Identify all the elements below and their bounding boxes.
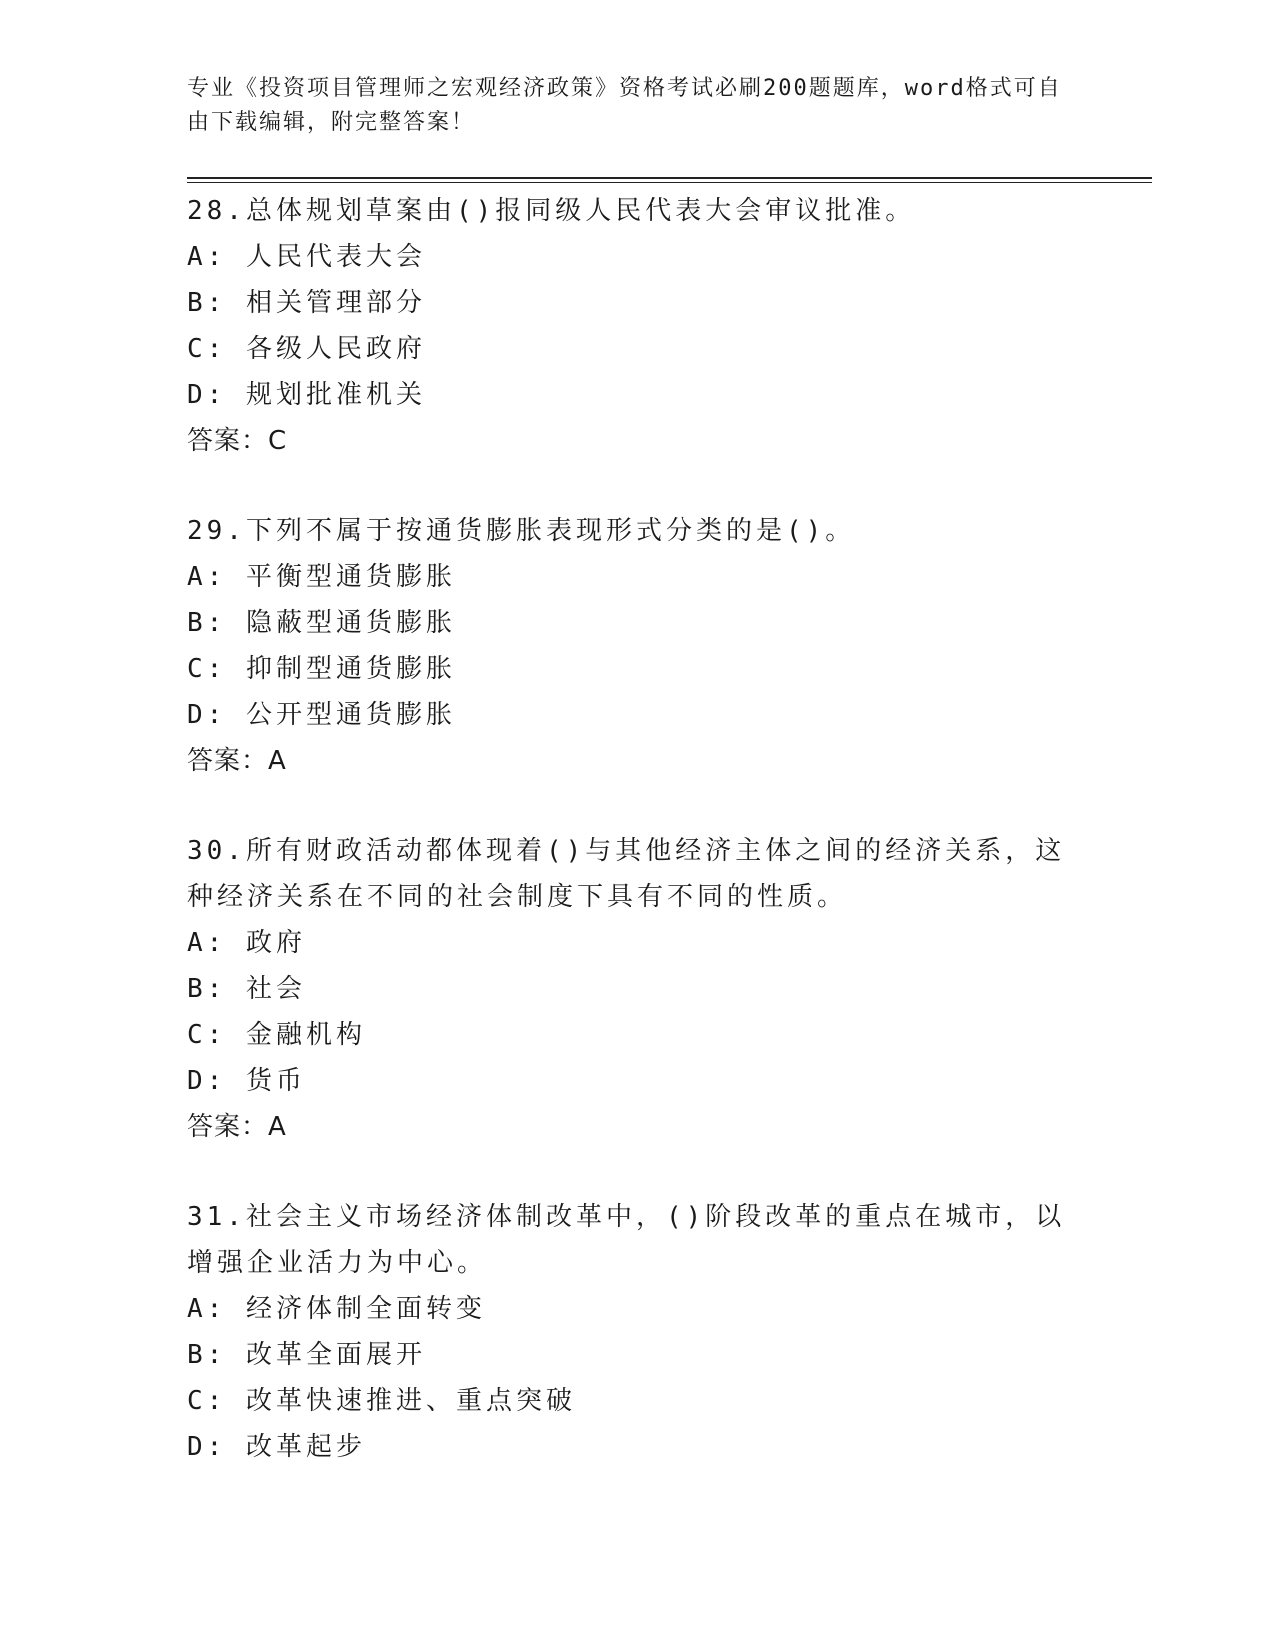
option-c: C: 改革快速推进、重点突破 (187, 1386, 576, 1416)
question-item (187, 828, 1087, 1150)
option-c: C: 抑制型通货膨胀 (187, 654, 456, 684)
option-b: B: 社会 (187, 974, 306, 1004)
question-item (187, 508, 1087, 784)
option-d: D: 货币 (187, 1066, 306, 1096)
question-stem: 31.社会主义市场经济体制改革中，()阶段改革的重点在城市，以增强企业活力为中心。 (187, 1202, 1066, 1278)
option-d: D: 公开型通货膨胀 (187, 700, 456, 730)
document-header: 专业《投资项目管理师之宏观经济政策》资格考试必刷200题题库，word格式可自由下载编辑，附完整答案！ (187, 76, 1062, 135)
option-c: C: 金融机构 (187, 1020, 366, 1050)
answer-line: 答案：C (187, 426, 288, 456)
question-stem: 29.下列不属于按通货膨胀表现形式分类的是()。 (187, 516, 856, 546)
header-divider-bottom (187, 182, 1152, 183)
option-b: B: 改革全面展开 (187, 1340, 426, 1370)
option-a: A: 政府 (187, 928, 306, 958)
option-d: D: 规划批准机关 (187, 380, 426, 410)
question-item (187, 1194, 1087, 1470)
question-item (187, 188, 1087, 464)
question-list (187, 188, 1087, 1514)
header-divider-top (187, 177, 1152, 179)
option-b: B: 隐蔽型通货膨胀 (187, 608, 456, 638)
option-b: B: 相关管理部分 (187, 288, 426, 318)
option-a: A: 平衡型通货膨胀 (187, 562, 456, 592)
option-d: D: 改革起步 (187, 1432, 366, 1462)
question-stem: 30.所有财政活动都体现着()与其他经济主体之间的经济关系，这种经济关系在不同的社会制度下具有不同的性质。 (187, 836, 1066, 912)
question-stem: 28.总体规划草案由()报同级人民代表大会审议批准。 (187, 196, 916, 226)
option-a: A: 经济体制全面转变 (187, 1294, 486, 1324)
option-a: A: 人民代表大会 (187, 242, 426, 272)
answer-line: 答案：A (187, 1112, 287, 1142)
answer-line: 答案：A (187, 746, 287, 776)
option-c: C: 各级人民政府 (187, 334, 426, 364)
